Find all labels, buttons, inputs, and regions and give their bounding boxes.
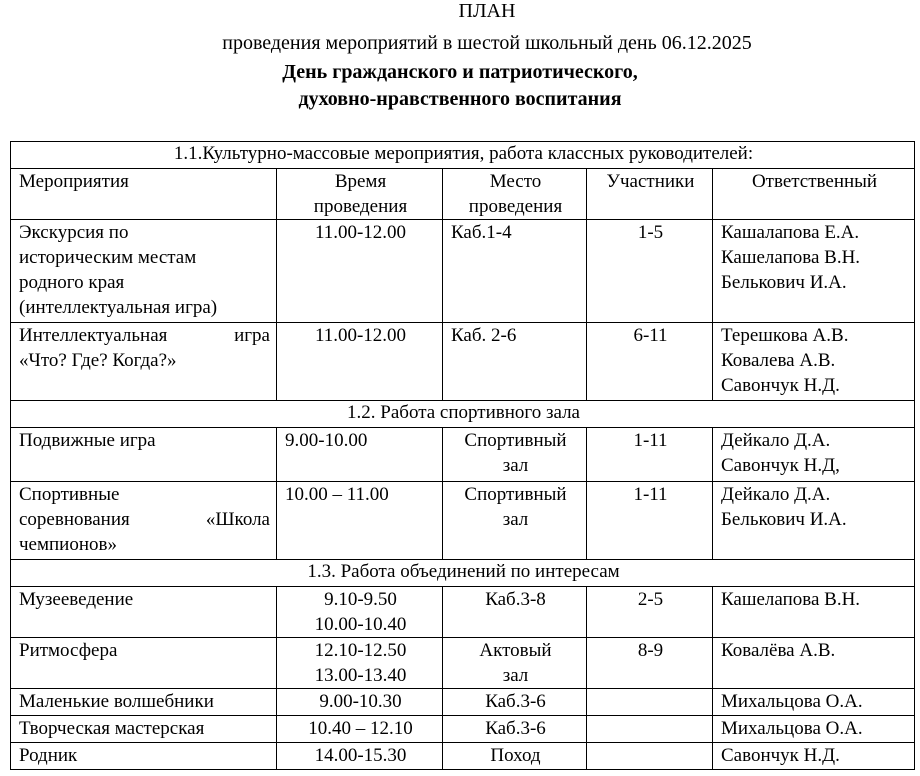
- time-cell: 9.10-9.50 10.00-10.40: [277, 587, 443, 638]
- event-cell: Ритмосфера: [11, 638, 277, 689]
- table-row: [11, 638, 915, 689]
- table-row: [11, 587, 915, 638]
- events-table: [10, 141, 915, 770]
- place-cell: Каб.3-6: [443, 716, 587, 743]
- event-cell: Интеллектуальная игра «Что? Где? Когда?»: [11, 323, 277, 401]
- document-subtitle: проведения мероприятий в шестой школьный день 06.12.2025: [222, 32, 752, 54]
- table-row: [11, 220, 915, 323]
- place-cell: Каб. 2-6: [443, 323, 587, 401]
- participants-cell: 2-5: [587, 587, 713, 638]
- responsible-cell: Савончук Н.Д.: [713, 743, 915, 770]
- event-cell: Подвижные игра: [11, 428, 277, 482]
- time-cell: 11.00-12.00: [277, 220, 443, 323]
- responsible-cell: Михальцова О.А.: [713, 716, 915, 743]
- participants-cell: 1-11: [587, 482, 713, 560]
- responsible-cell: Дейкало Д.А. Белькович И.А.: [713, 482, 915, 560]
- column-header-participants: Участники: [587, 169, 713, 220]
- participants-cell: 8-9: [587, 638, 713, 689]
- event-cell: Экскурсия по историческим местам родного края (интеллектуальная игра): [11, 220, 277, 323]
- theme-line-1: День гражданского и патриотического,: [282, 61, 638, 83]
- place-cell: Каб.3-6: [443, 689, 587, 716]
- place-cell: Спортивный зал: [443, 428, 587, 482]
- place-cell: Каб.3-8: [443, 587, 587, 638]
- responsible-cell: Дейкало Д.А. Савончук Н.Д,: [713, 428, 915, 482]
- column-header-event: Мероприятия: [11, 169, 277, 220]
- time-cell: 9.00-10.00: [277, 428, 443, 482]
- document-title: ПЛАН: [458, 0, 516, 22]
- participants-cell: [587, 743, 713, 770]
- table-row: [11, 323, 915, 401]
- event-cell: Маленькие волшебники: [11, 689, 277, 716]
- table-row: [11, 689, 915, 716]
- event-cell: Спортивные соревнования «Школа чемпионов»: [11, 482, 277, 560]
- place-cell: Каб.1-4: [443, 220, 587, 323]
- section-row: [11, 142, 915, 169]
- time-cell: 10.00 – 11.00: [277, 482, 443, 560]
- header-row: [11, 169, 915, 220]
- responsible-cell: Кашелапова В.Н.: [713, 587, 915, 638]
- participants-cell: 1-11: [587, 428, 713, 482]
- participants-cell: [587, 716, 713, 743]
- time-cell: 10.40 – 12.10: [277, 716, 443, 743]
- table-row: [11, 482, 915, 560]
- table-row: [11, 743, 915, 770]
- place-cell: Поход: [443, 743, 587, 770]
- column-header-place: Место проведения: [443, 169, 587, 220]
- table-row: [11, 716, 915, 743]
- section-title-1: 1.1.Культурно-массовые мероприятия, работа классных руководителей:: [11, 142, 915, 169]
- participants-cell: [587, 689, 713, 716]
- table-row: [11, 428, 915, 482]
- column-header-responsible: Ответственный: [713, 169, 915, 220]
- place-cell: Актовый зал: [443, 638, 587, 689]
- time-cell: 14.00-15.30: [277, 743, 443, 770]
- time-cell: 9.00-10.30: [277, 689, 443, 716]
- column-header-time: Время проведения: [277, 169, 443, 220]
- event-cell: Музееведение: [11, 587, 277, 638]
- time-cell: 11.00-12.00: [277, 323, 443, 401]
- event-cell: Творческая мастерская: [11, 716, 277, 743]
- participants-cell: 6-11: [587, 323, 713, 401]
- section-title-2: 1.2. Работа спортивного зала: [11, 401, 915, 428]
- place-cell: Спортивный зал: [443, 482, 587, 560]
- section-title-3: 1.3. Работа объединений по интересам: [11, 560, 915, 587]
- event-cell: Родник: [11, 743, 277, 770]
- section-row: [11, 560, 915, 587]
- time-cell: 12.10-12.50 13.00-13.40: [277, 638, 443, 689]
- theme-line-2: духовно-нравственного воспитания: [298, 88, 622, 110]
- responsible-cell: Кашалапова Е.А. Кашелапова В.Н. Белькович И.А.: [713, 220, 915, 323]
- section-row: [11, 401, 915, 428]
- participants-cell: 1-5: [587, 220, 713, 323]
- responsible-cell: Ковалёва А.В.: [713, 638, 915, 689]
- responsible-cell: Михальцова О.А.: [713, 689, 915, 716]
- responsible-cell: Терешкова А.В. Ковалева А.В. Савончук Н.Д.: [713, 323, 915, 401]
